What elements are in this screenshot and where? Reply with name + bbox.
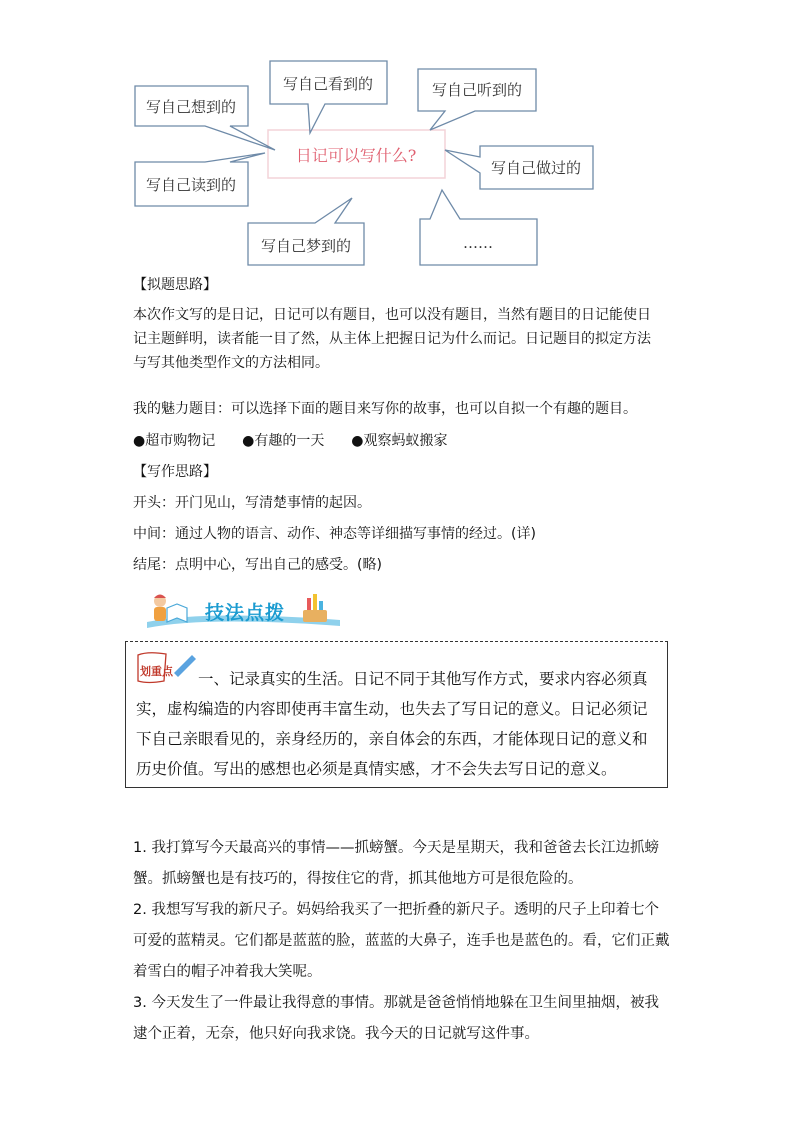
bubble-heard-text: 写自己听到的 bbox=[431, 81, 523, 99]
writing-start: 开头：开门见山，写清楚事情的起因。 bbox=[133, 495, 371, 511]
example-1: 1. 我打算写今天最高兴的事情——抓螃蟹。今天是星期天，我和爸爸去长江边抓螃蟹。抓螃蟹也是有技巧的，得按住它的背，抓其他地方可是很危险的。 bbox=[133, 840, 659, 887]
banner-title: 技法点拨 bbox=[205, 602, 286, 624]
topic-item: ●观察蚂蚁搬家 bbox=[351, 433, 448, 449]
child-hat-icon bbox=[154, 595, 166, 599]
bubble-more-text: …… bbox=[463, 234, 493, 252]
writing-middle: 中间：通过人物的语言、动作、神态等详细描写事情的经过。(详) bbox=[133, 526, 536, 542]
mind-map-center-text: 日记可以写什么? bbox=[295, 146, 417, 165]
topic-item: ●超市购物记 bbox=[133, 433, 216, 449]
bubble-more bbox=[420, 190, 537, 265]
bubble-read-text: 写自己读到的 bbox=[145, 176, 237, 194]
example-3: 3. 今天发生了一件最让我得意的事情。那就是爸爸悄悄地躲在卫生间里抽烟，被我逮个正着，无奈，他只好向我求饶。我今天的日记就写这件事。 bbox=[133, 995, 659, 1042]
mind-map-diagram bbox=[130, 55, 600, 270]
bubble-seen-text: 写自己看到的 bbox=[282, 75, 374, 93]
bubble-thought-text: 写自己想到的 bbox=[145, 98, 237, 116]
bubble-seen bbox=[270, 61, 387, 133]
titling-paragraph: 本次作文写的是日记，日记可以有题目，也可以没有题目，当然有题目的日记能使日记主题鲜明，读者能一目了然，从主体上把握日记为什么而记。日记题目的拟定方法与写其他类型作文的方法相同。 bbox=[133, 307, 651, 371]
topic-item: ●有趣的一天 bbox=[242, 433, 325, 449]
bubble-dream-text: 写自己梦到的 bbox=[260, 237, 352, 255]
child-body-icon bbox=[154, 607, 166, 621]
bubble-thought bbox=[135, 86, 275, 150]
pencil-cup-icon bbox=[303, 610, 327, 622]
bubble-done-text: 写自己做过的 bbox=[490, 159, 582, 177]
badge-text: 划重点 bbox=[140, 665, 173, 678]
titling-tip: 我的魅力题目：可以选择下面的题目来写你的故事，也可以自拟一个有趣的题目。 bbox=[133, 401, 637, 417]
titling-heading: 【拟题思路】 bbox=[133, 277, 217, 293]
topic-list bbox=[133, 430, 447, 450]
bubble-heard bbox=[418, 69, 536, 130]
example-2: 2. 我想写写我的新尺子。妈妈给我买了一把折叠的新尺子。透明的尺子上印着七个可爱的蓝精灵。它们都是蓝蓝的脸，蓝蓝的大鼻子，连手也是蓝色的。看，它们正戴着雪白的帽子冲着我大笑呢。 bbox=[133, 902, 670, 980]
writing-end: 结尾：点明中心，写出自己的感受。(略) bbox=[133, 557, 382, 573]
keypoint-text: 一、记录真实的生活。日记不同于其他写作方式，要求内容必须真实，虚构编造的内容即使再丰富生动，也失去了写日记的意义。日记必须记下自己亲眼看见的，亲身经历的，亲自体会的东西，才能体现日记的意义和历史价值。写出的感想也必须是真情实感，才不会失去写日记的意义。 bbox=[136, 670, 648, 778]
writing-heading: 【写作思路】 bbox=[133, 464, 217, 480]
